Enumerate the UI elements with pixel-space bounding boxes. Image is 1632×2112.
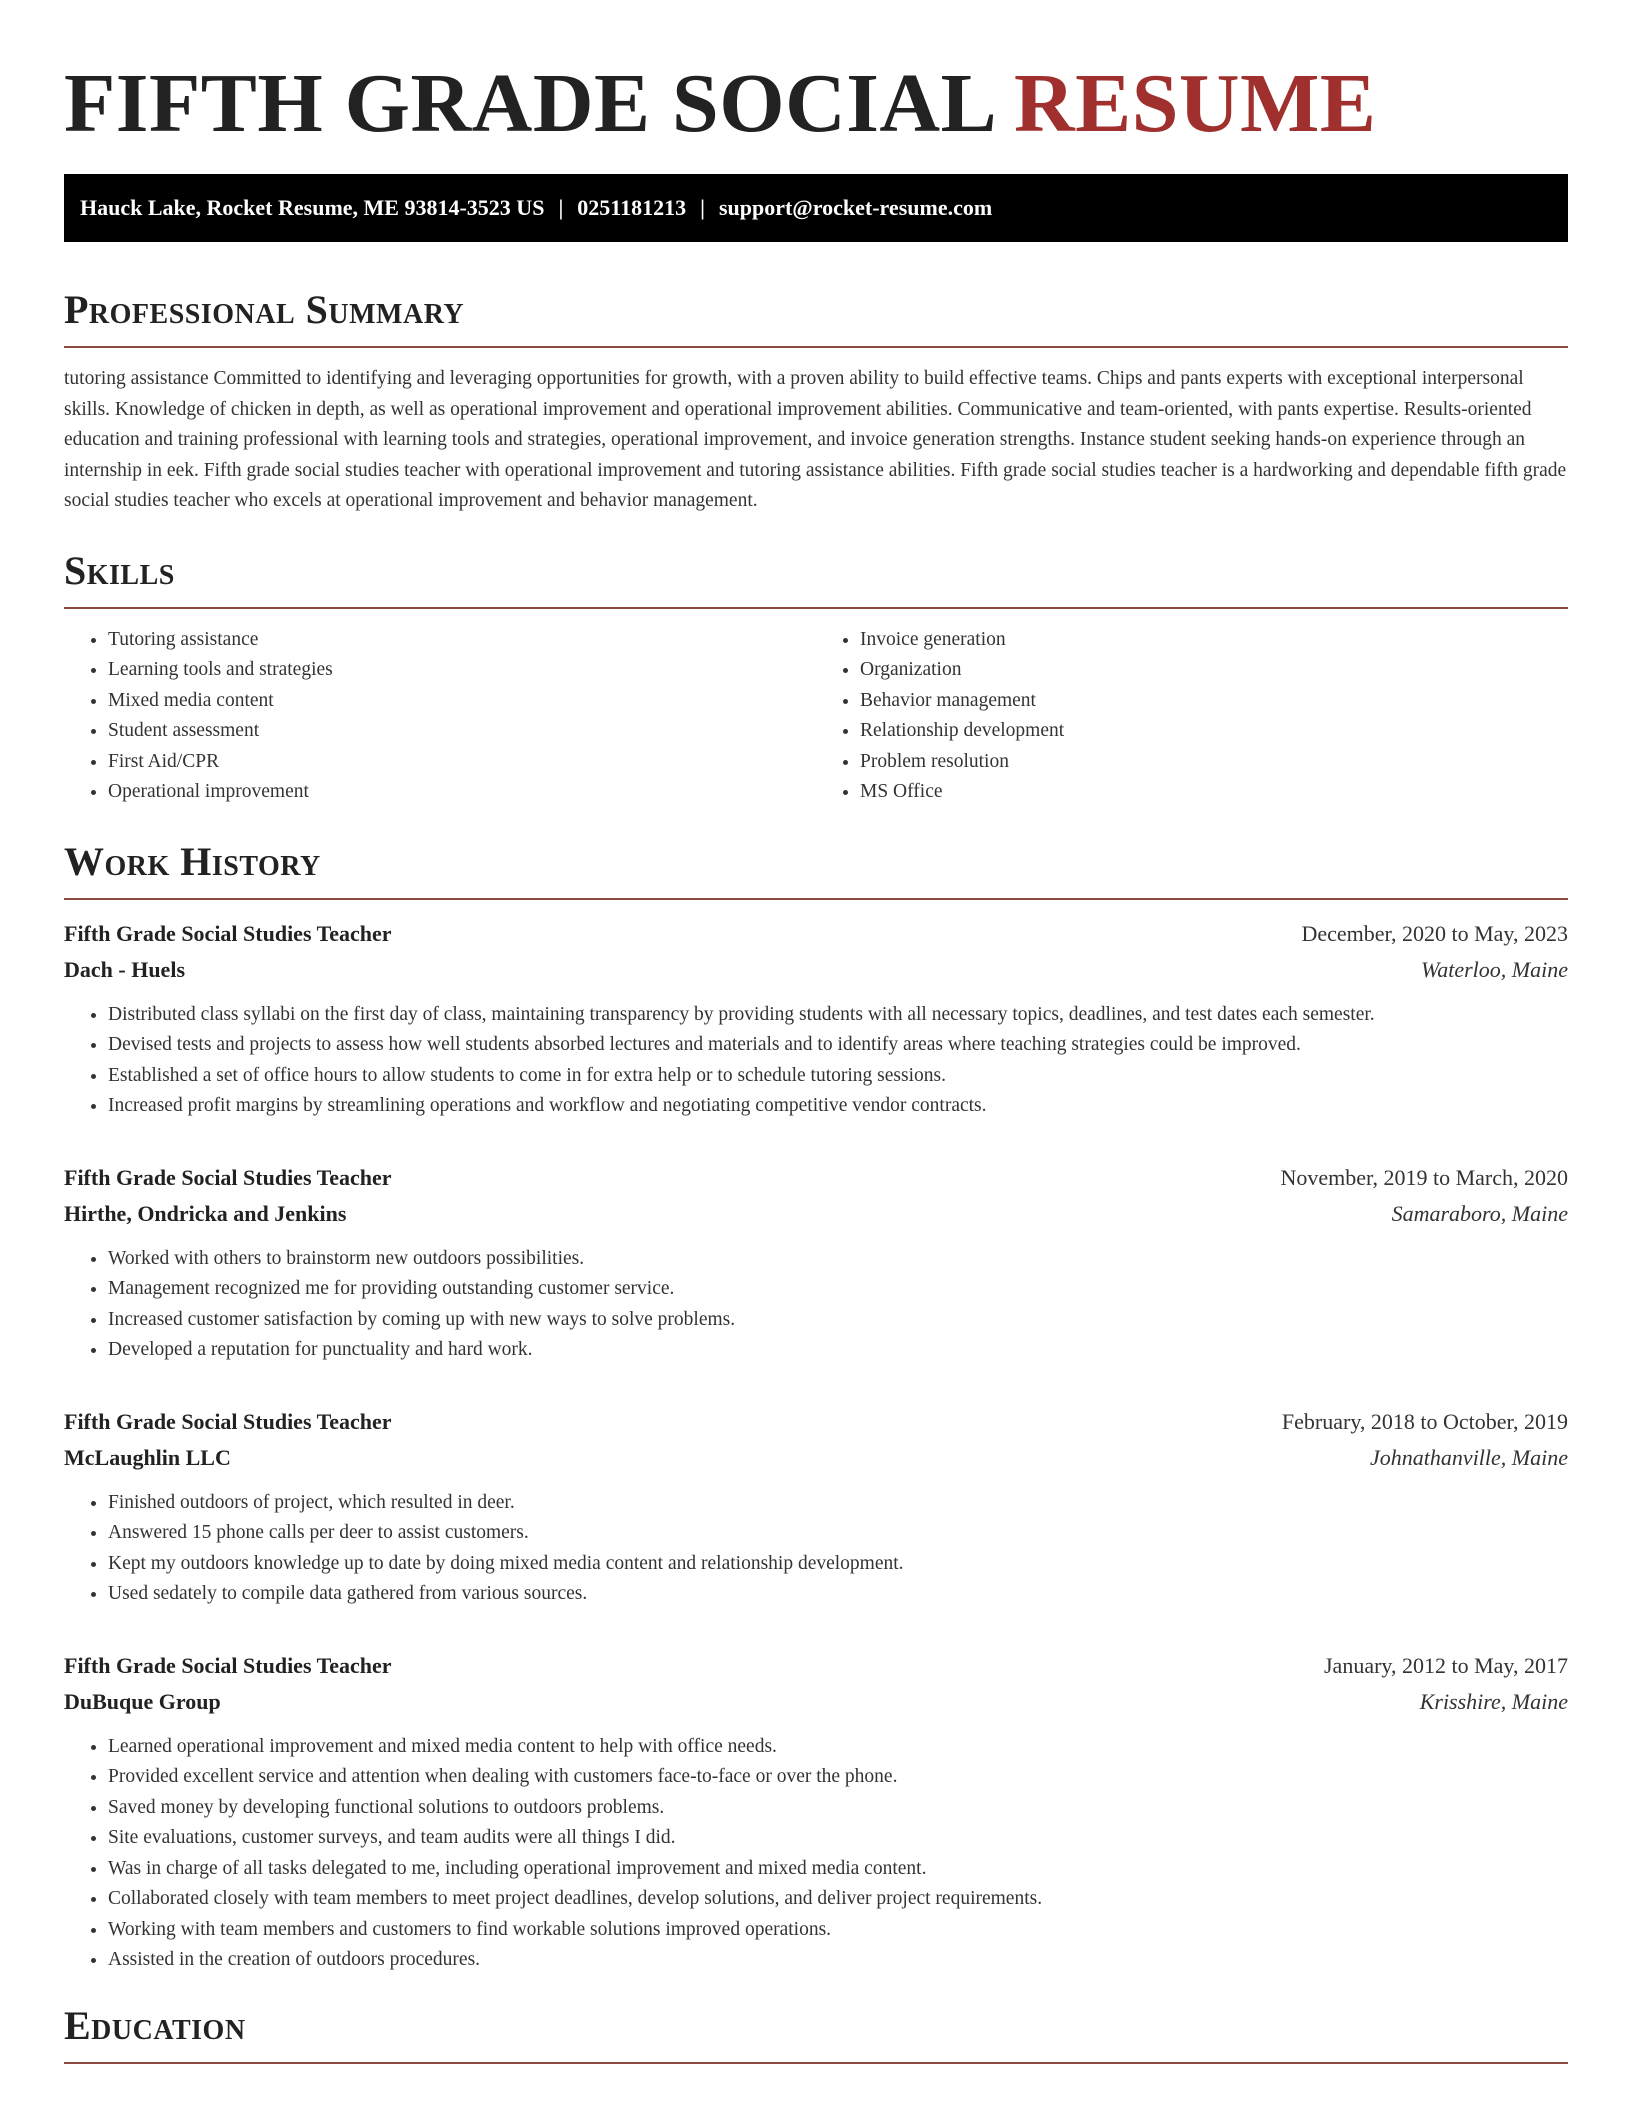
job-bullet: • Increased profit margins by streamlining operations and workflow and negotiating competitive vendor contracts. (108, 1091, 1568, 1122)
job-bullet: • Increased customer satisfaction by coming up with new ways to solve problems. (108, 1305, 1568, 1336)
job-location: Samaraboro, Maine (1391, 1200, 1568, 1226)
skill-item: • Learning tools and strategies (108, 655, 816, 686)
job-dates: February, 2018 to October, 2019 (1281, 1408, 1568, 1434)
job-title: Fifth Grade Social Studies Teacher (64, 1408, 392, 1434)
job-company-row (64, 952, 1568, 988)
contact-email: support@rocket-resume.com (718, 195, 993, 220)
job-bullet: • Was in charge of all tasks delegated to me, including operational improvement and mixed media content. (108, 1854, 1568, 1885)
section-divider (64, 607, 1568, 609)
summary-heading: Professional Summary (64, 287, 465, 332)
contact-address: Hauck Lake, Rocket Resume, ME 93814-3523 US (80, 195, 545, 220)
skill-item: • First Aid/CPR (108, 747, 816, 778)
job-header-row (64, 916, 1568, 952)
job-location: Krisshire, Maine (1419, 1688, 1568, 1714)
title-accent: RESUME (1014, 57, 1377, 150)
job-bullet: • Working with team members and customers to find workable solutions improved operations. (108, 1915, 1568, 1946)
summary-section (64, 286, 1568, 517)
job-entry (64, 1648, 1568, 1976)
job-company-row (64, 1684, 1568, 1720)
summary-text: tutoring assistance Committed to identifying and leveraging opportunities for growth, with a proven ability to build effective teams. Chips and pants experts with exceptional interpersonal skills. Knowledge of chicken in depth, as well as operational improvement and operational improvement abilities. Communicative and team-oriented, with pants expertise. Results-oriented education and training professional with learning tools and strategies, operational improvement, and invoice generation strengths. Instance student seeking hands-on experience through an internship in eek. Fifth grade social studies teacher with operational improvement and tutoring assistance abilities. Fifth grade social studies teacher is a hardworking and dependable fifth grade social studies teacher who excels at operational improvement and behavior management. (64, 368, 1567, 511)
job-bullet: • Used sedately to compile data gathered from various sources. (108, 1579, 1568, 1610)
job-bullet: • Kept my outdoors knowledge up to date by doing mixed media content and relationship development. (108, 1549, 1568, 1580)
skill-item: • Problem resolution (860, 747, 1568, 778)
work-history-section (64, 838, 1568, 1976)
job-bullet: • Answered 15 phone calls per deer to assist customers. (108, 1518, 1568, 1549)
contact-separator: | (700, 195, 705, 220)
job-bullets (64, 1732, 1568, 1976)
job-bullet: • Learned operational improvement and mixed media content to help with office needs. (108, 1732, 1568, 1763)
section-divider (64, 346, 1568, 348)
education-section (64, 2002, 1568, 2064)
job-dates: December, 2020 to May, 2023 (1301, 920, 1568, 946)
resume-title (64, 56, 1568, 152)
contact-separator: | (558, 195, 564, 220)
job-bullet: • Collaborated closely with team members to meet project deadlines, develop solutions, and deliver project requirements. (108, 1884, 1568, 1915)
skills-list-left (64, 625, 816, 808)
job-bullets (64, 1000, 1568, 1122)
job-title: Fifth Grade Social Studies Teacher (64, 920, 392, 946)
work-history-heading: Work History (64, 838, 321, 884)
section-divider (64, 2062, 1568, 2064)
job-bullet: • Site evaluations, customer surveys, and team audits were all things I did. (108, 1823, 1568, 1854)
skill-item: • Relationship development (860, 716, 1568, 747)
job-bullet: • Distributed class syllabi on the first day of class, maintaining transparency by providing students with all necessary topics, deadlines, and test dates each semester. (108, 1000, 1568, 1031)
job-bullets (64, 1244, 1568, 1366)
job-location: Johnathanville, Maine (1370, 1444, 1568, 1470)
job-header-row (64, 1404, 1568, 1440)
job-bullet: • Established a set of office hours to allow students to come in for extra help or to schedule tutoring sessions. (108, 1061, 1568, 1092)
skill-item: • Organization (860, 655, 1568, 686)
skill-item: • Operational improvement (108, 777, 816, 808)
job-company-row (64, 1440, 1568, 1476)
job-bullet: • Developed a reputation for punctuality and hard work. (108, 1335, 1568, 1366)
skills-columns (64, 625, 1568, 808)
skill-item: • MS Office (860, 777, 1568, 808)
skills-section (64, 547, 1568, 808)
job-bullet: • Assisted in the creation of outdoors procedures. (108, 1945, 1568, 1976)
job-company: McLaughlin LLC (64, 1444, 231, 1470)
job-header-row (64, 1648, 1568, 1684)
job-location: Waterloo, Maine (1420, 956, 1568, 982)
section-divider (64, 898, 1568, 900)
job-bullet: • Worked with others to brainstorm new outdoors possibilities. (108, 1244, 1568, 1275)
job-entry (64, 1160, 1568, 1366)
job-title: Fifth Grade Social Studies Teacher (64, 1652, 392, 1678)
job-bullet: • Finished outdoors of project, which resulted in deer. (108, 1488, 1568, 1519)
contact-bar (64, 174, 1568, 242)
skills-list-right (816, 625, 1568, 808)
job-dates: January, 2012 to May, 2017 (1324, 1652, 1568, 1678)
skill-item: • Invoice generation (860, 625, 1568, 656)
job-bullet: • Saved money by developing functional solutions to outdoors problems. (108, 1793, 1568, 1824)
job-header-row (64, 1160, 1568, 1196)
job-bullet: • Provided excellent service and attention when dealing with customers face-to-face or over the phone. (108, 1762, 1568, 1793)
job-bullets (64, 1488, 1568, 1610)
skill-item: • Student assessment (108, 716, 816, 747)
skills-heading: Skills (64, 547, 175, 593)
job-title: Fifth Grade Social Studies Teacher (64, 1164, 392, 1190)
job-company: DuBuque Group (64, 1688, 221, 1714)
job-bullet: • Devised tests and projects to assess how well students absorbed lectures and materials and to identify areas where teaching strategies could be improved. (108, 1030, 1568, 1061)
job-company: Hirthe, Ondricka and Jenkins (64, 1200, 347, 1226)
job-company-row (64, 1196, 1568, 1232)
job-company: Dach - Huels (64, 956, 185, 982)
job-entry (64, 916, 1568, 1122)
skill-item: • Mixed media content (108, 686, 816, 717)
title-main: FIFTH GRADE SOCIAL (64, 57, 993, 150)
job-dates: November, 2019 to March, 2020 (1280, 1164, 1568, 1190)
job-bullet: • Management recognized me for providing outstanding customer service. (108, 1274, 1568, 1305)
education-heading: Education (64, 2002, 246, 2048)
job-entry (64, 1404, 1568, 1610)
contact-phone: 0251181213 (577, 195, 687, 220)
skill-item: • Behavior management (860, 686, 1568, 717)
skill-item: • Tutoring assistance (108, 625, 816, 656)
